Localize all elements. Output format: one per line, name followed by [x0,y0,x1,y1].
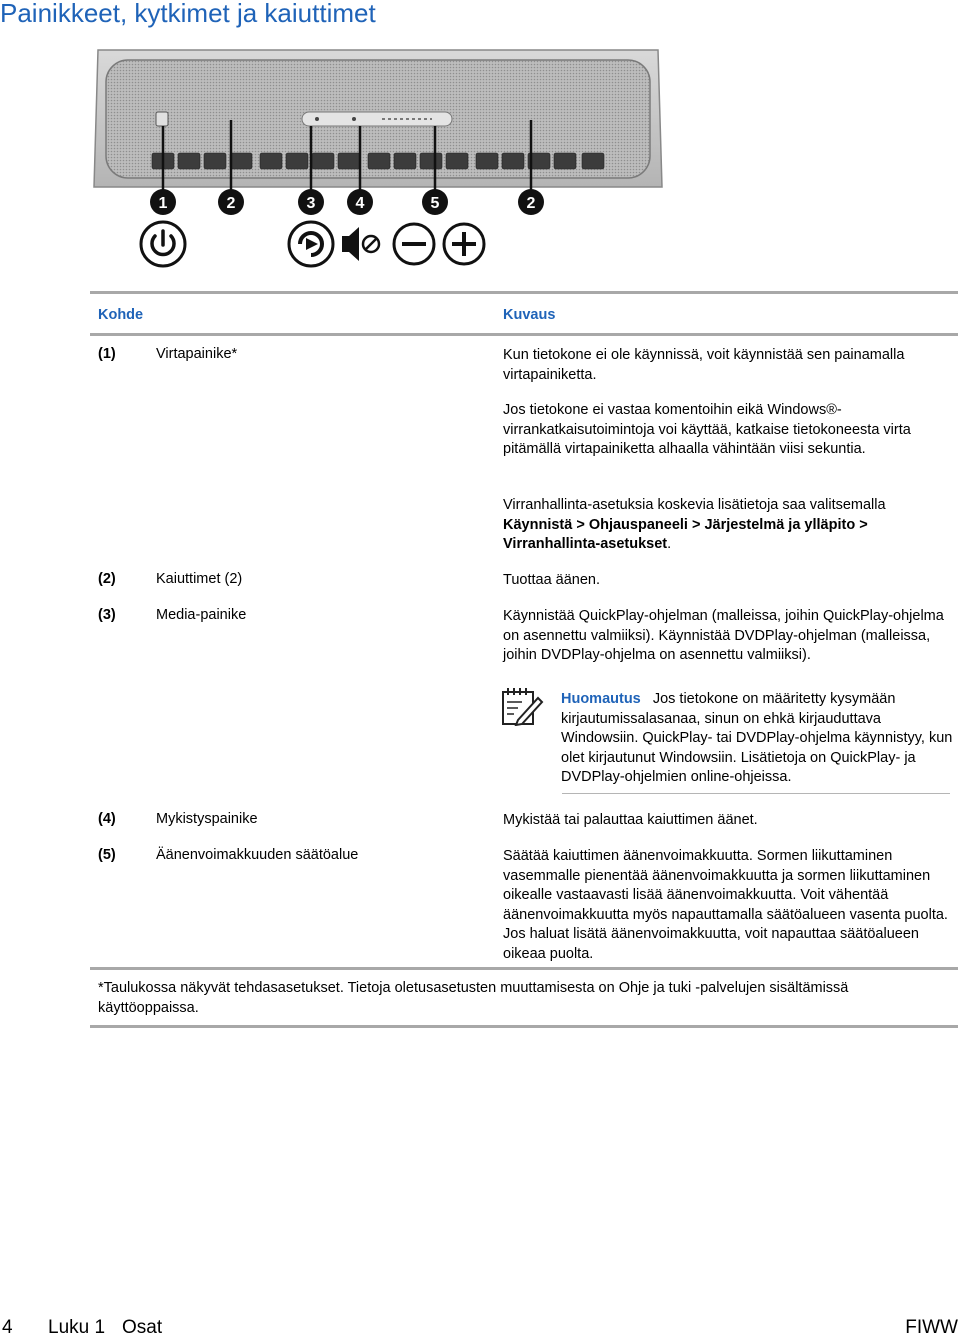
row-1-desc-p3-end: . [667,536,672,552]
row-4-number: (4) [98,811,116,827]
row-1-desc-p2: Jos tietokone ei vastaa komentoihin eikä Windows®-virrankatkaisutoimintoja voi käyttää, katkaise tietokoneesta virta pitämällä virtapainiketta alhaalla vähintään viisi sekuntia. [503,402,911,457]
table-header-rule [90,333,958,336]
svg-text:5: 5 [430,195,440,212]
callout-2b [518,189,544,215]
footer-code: FIWW [905,1317,958,1338]
table-body-rule [90,967,958,970]
svg-text:2: 2 [526,195,536,212]
row-1-desc-p3-menu-path: Käynnistä > Ohjauspaneeli > Järjestelmä ja ylläpito > Virranhallinta-asetukset [503,516,868,552]
laptop-illustration-svg [92,42,664,272]
svg-text:1: 1 [158,195,168,212]
table-top-rule [90,291,958,294]
row-2-number: (2) [98,571,116,587]
note-block [561,690,953,788]
row-4-desc: Mykistää tai palauttaa kaiuttimen äänet. [503,812,758,828]
volume-down-icon [394,224,434,264]
row-4-item: Mykistyspainike [156,811,258,827]
volume-up-icon [444,224,484,264]
footer-chapter: Luku 1 [48,1317,106,1338]
footer-section: Osat [122,1317,163,1338]
svg-text:2: 2 [226,195,236,212]
callout-1 [150,189,176,215]
note-text: Jos tietokone on määritetty kysymään kirjautumissalasanaa, sinun on ehkä kirjauduttava Windowsiin. QuickPlay- tai DVDPlay-ohjelma käynnistyy, kun olet kirjautunut Windowsiin. Lisätietoja on QuickPlay- ja DVDPlay-ohjelmien online-ohjeissa. [561,691,953,785]
row-1-item: Virtapainike* [156,346,238,362]
note-bottom-rule [562,793,950,794]
row-3-number: (3) [98,607,116,623]
svg-text:4: 4 [355,195,365,212]
note-label: Huomautus [561,691,641,707]
footer-page-number: 4 [2,1317,13,1338]
row-2-desc: Tuottaa äänen. [503,572,601,588]
row-1-desc-p1: Kun tietokone ei ole käynnissä, voit käynnistää sen painamalla virtapainiketta. [503,347,905,383]
row-1-number: (1) [98,346,116,362]
row-3-item: Media-painike [156,607,247,623]
page-title: Painikkeet, kytkimet ja kaiuttimet [0,0,376,28]
column-header-item: Kohde [98,307,144,323]
callout-3 [298,189,324,215]
callout-5 [422,189,448,215]
row-5-desc: Säätää kaiuttimen äänenvoimakkuutta. Sormen liikuttaminen vasemmalle pienentää äänenvoimakkuutta ja sormen liikuttaminen oikealle vastaavasti lisää äänenvoimakkuutta. Voit vähentää äänenvoimakkuutta myös napauttamalla säätöalueen vasenta puolta. Jos haluat lisätä äänenvoimakkuutta, voit napauttaa säätöalueen oikeaa puolta. [503,848,948,962]
column-header-description: Kuvaus [503,307,556,323]
row-1-desc-p3-plain: Virranhallinta-asetuksia koskevia lisätietoja saa valitsemalla [503,497,886,513]
row-1-desc-p3 [503,496,958,555]
svg-text:3: 3 [306,195,316,212]
laptop-keyboard-illustration [92,42,664,272]
row-2-item: Kaiuttimet (2) [156,571,243,587]
callout-2 [218,189,244,215]
row-5-number: (5) [98,847,116,863]
power-icon [141,222,185,266]
row-5-item: Äänenvoimakkuuden säätöalue [156,847,359,863]
table-footnote: *Taulukossa näkyvät tehdasasetukset. Tietoja oletusasetusten muuttamisesta on Ohje ja tuki -palvelujen sisältämissä käyttöoppaissa. [98,980,849,1016]
row-3-desc: Käynnistää QuickPlay-ohjelman (malleissa, joihin QuickPlay-ohjelma on asennettu valmiiksi). Käynnistää DVDPlay-ohjelman (malleissa, joihin DVDPlay-ohjelma on asennettu valmiiksi). [503,608,944,663]
mute-icon [342,227,379,261]
quickplay-media-icon [289,222,333,266]
callout-4 [347,189,373,215]
table-bottom-rule [90,1025,958,1028]
note-pencil-icon [500,686,544,726]
